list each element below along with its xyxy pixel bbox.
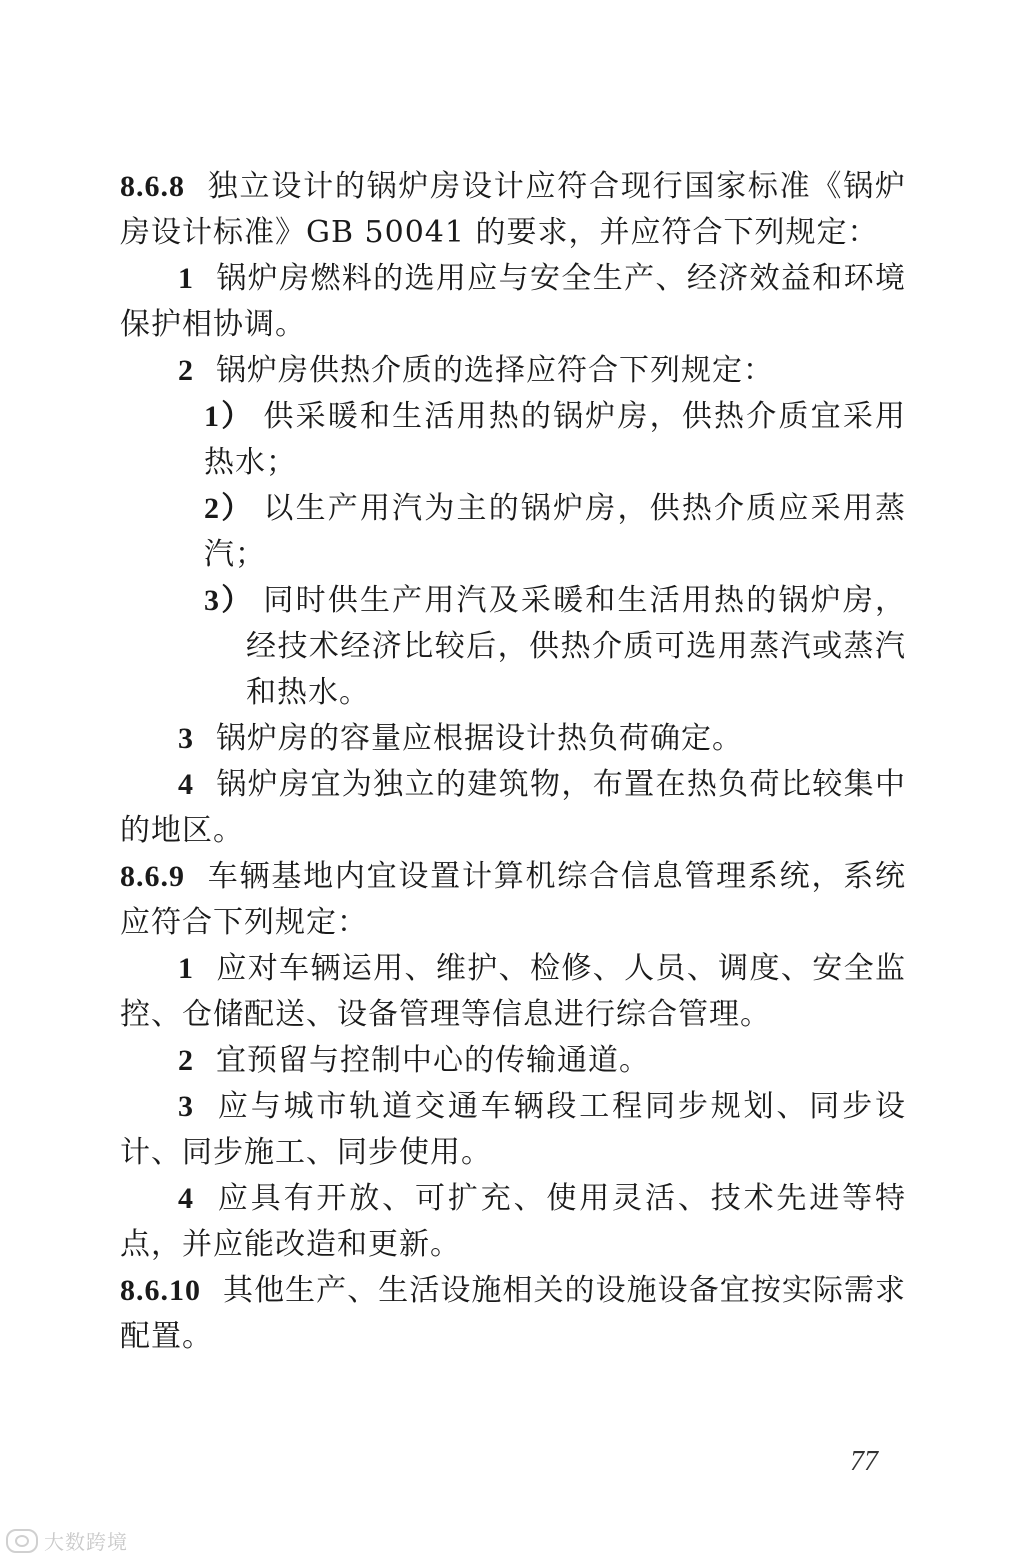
- item-text: 锅炉房的容量应根据设计热负荷确定。: [216, 721, 743, 756]
- clause-8-6-8-item-1: [120, 256, 906, 348]
- item-number: 2: [178, 1044, 194, 1077]
- clause-8-6-8-subitem-2: [120, 486, 906, 578]
- clause-number: 8.6.8: [120, 170, 185, 203]
- item-number: 2: [178, 354, 194, 387]
- clause-8-6-10: [120, 1268, 906, 1360]
- subitem-text: 同时供生产用汽及采暖和生活用热的锅炉房，经技术经济比较后，供热介质可选用蒸汽或蒸汽和热水。: [246, 583, 907, 710]
- item-number: 4: [178, 768, 194, 801]
- clause-text: 车辆基地内宜设置计算机综合信息管理系统，系统应符合下列规定：: [120, 859, 906, 940]
- clause-8-6-9: [120, 854, 906, 946]
- item-text: 锅炉房燃料的选用应与安全生产、经济效益和环境保护相协调。: [120, 261, 906, 342]
- clause-number: 8.6.10: [120, 1274, 201, 1307]
- item-text: 应具有开放、可扩充、使用灵活、技术先进等特点，并应能改造和更新。: [120, 1181, 906, 1262]
- item-number: 3: [178, 1090, 194, 1123]
- subitem-number: 1）: [204, 400, 254, 433]
- clause-8-6-9-item-4: [120, 1176, 906, 1268]
- subitem-number: 2）: [204, 492, 254, 525]
- subitem-text: 供采暖和生活用热的锅炉房，供热介质宜采用热水；: [204, 399, 907, 480]
- item-text: 应与城市轨道交通车辆段工程同步规划、同步设计、同步施工、同步使用。: [120, 1089, 906, 1170]
- item-number: 1: [178, 262, 194, 295]
- item-text: 锅炉房宜为独立的建筑物，布置在热负荷比较集中的地区。: [120, 767, 906, 848]
- item-text: 锅炉房供热介质的选择应符合下列规定：: [216, 353, 774, 388]
- watermark-logo-icon: [6, 1529, 38, 1553]
- clause-8-6-8-subitem-1: [120, 394, 906, 486]
- clause-number: 8.6.9: [120, 860, 185, 893]
- item-number: 3: [178, 722, 194, 755]
- watermark-text: 大数跨境: [44, 1530, 128, 1554]
- document-body: [120, 164, 906, 1360]
- clause-8-6-8-subitem-3: [120, 578, 906, 716]
- subitem-number: 3）: [204, 584, 254, 617]
- clause-8-6-8-item-3: [120, 716, 906, 762]
- clause-text: 其他生产、生活设施相关的设施设备宜按实际需求配置。: [120, 1273, 906, 1354]
- clause-8-6-8-item-2: [120, 348, 906, 394]
- watermark: [6, 1526, 128, 1555]
- clause-text: 独立设计的锅炉房设计应符合现行国家标准《锅炉房设计标准》GB 50041 的要求，并应符合下列规定：: [120, 169, 906, 250]
- subitem-text: 以生产用汽为主的锅炉房，供热介质应采用蒸汽；: [204, 491, 907, 572]
- item-text: 宜预留与控制中心的传输通道。: [216, 1043, 650, 1078]
- clause-8-6-8-item-4: [120, 762, 906, 854]
- item-text: 应对车辆运用、维护、检修、人员、调度、安全监控、仓储配送、设备管理等信息进行综合管理。: [120, 951, 906, 1032]
- clause-8-6-9-item-2: [120, 1038, 906, 1084]
- clause-8-6-9-item-1: [120, 946, 906, 1038]
- item-number: 1: [178, 952, 194, 985]
- page-number: 77: [850, 1446, 878, 1477]
- item-number: 4: [178, 1182, 194, 1215]
- clause-8-6-8: [120, 164, 906, 256]
- clause-8-6-9-item-3: [120, 1084, 906, 1176]
